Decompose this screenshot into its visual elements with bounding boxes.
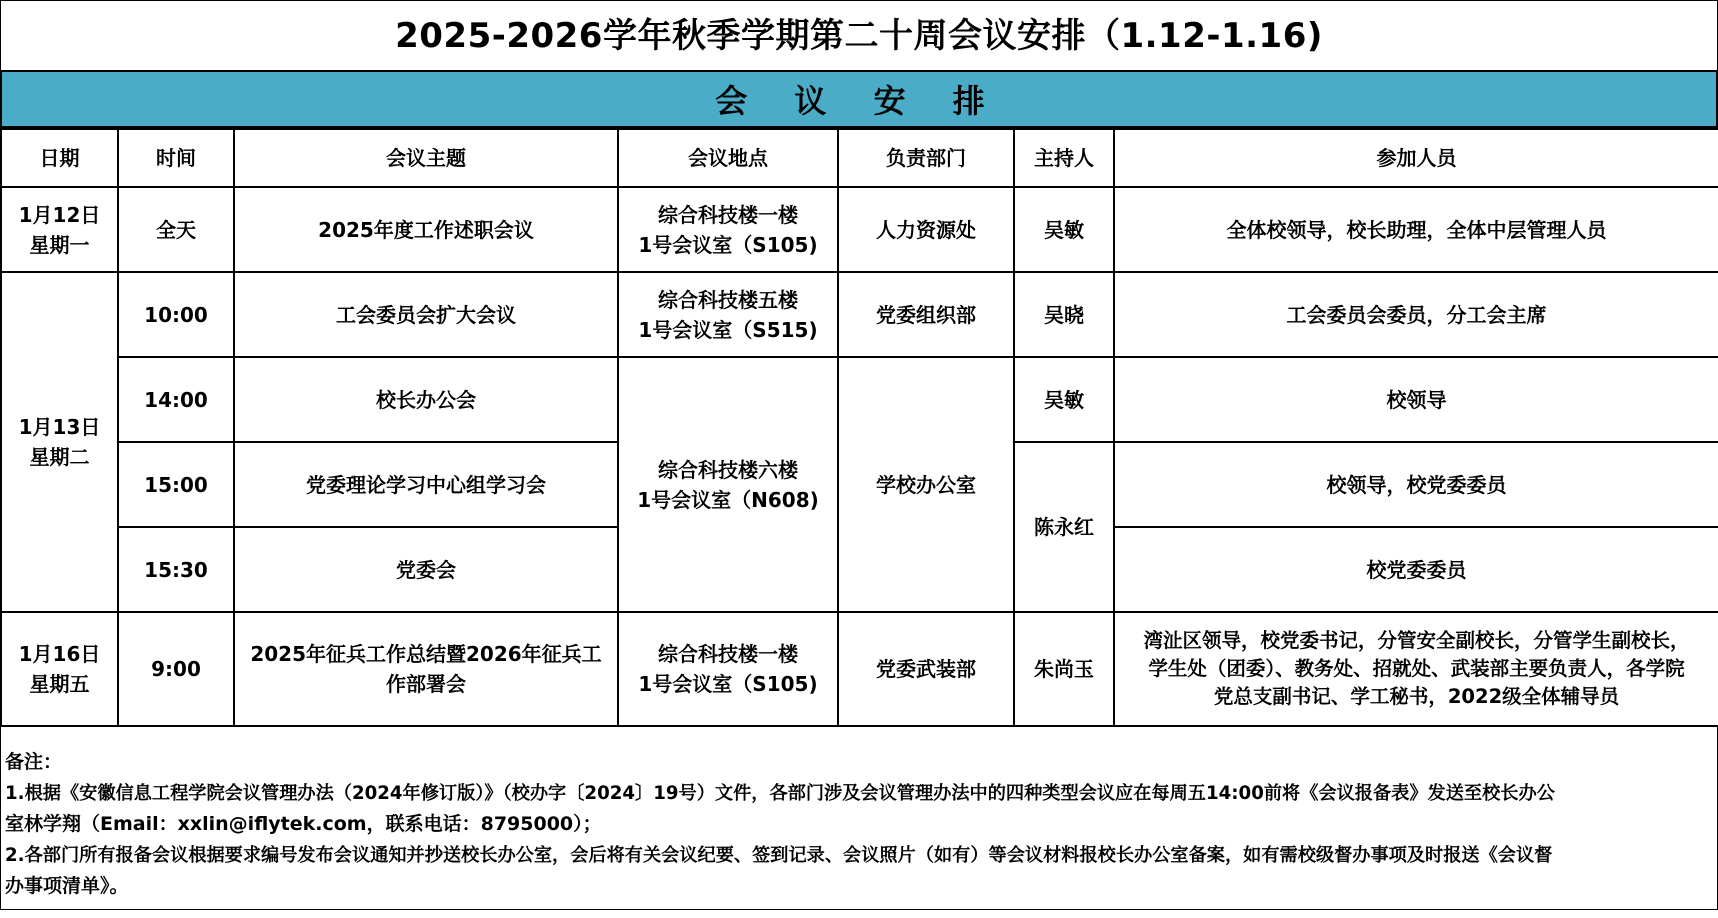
host-cell: 陈永红 <box>1014 442 1114 612</box>
notes-line: 2.各部门所有报备会议根据要求编号发布会议通知并抄送校长办公室，会后将有关会议纪要、签到记录、会议照片（如有）等会议材料报校长办公室备案，如有需校级督办事项及时报送《会议督 <box>5 845 1553 866</box>
participants-cell: 全体校领导，校长助理，全体中层管理人员 <box>1114 187 1718 272</box>
section-banner: 会 议 安 排 <box>0 70 1718 128</box>
table-row <box>1 357 1718 442</box>
host-cell: 吴晓 <box>1014 272 1114 357</box>
topic-line: 作部署会 <box>386 672 466 696</box>
time-cell: 15:00 <box>118 442 234 527</box>
location-building: 综合科技楼一楼 <box>658 642 798 666</box>
notes-line: 室林学翔（Email：xxlin@iflytek.com，联系电话：8795000）； <box>5 813 602 835</box>
participants-cell: 校领导 <box>1114 357 1718 442</box>
time-cell: 10:00 <box>118 272 234 357</box>
location-building: 综合科技楼一楼 <box>658 202 798 227</box>
participants-cell: 工会委员会委员，分工会主席 <box>1114 272 1718 357</box>
dept-cell: 学校办公室 <box>838 357 1014 612</box>
participants-line: 党总支副书记、学工秘书，2022级全体辅导员 <box>1213 685 1620 708</box>
location-room: 1号会议室（N608) <box>637 487 819 512</box>
topic-cell: 工会委员会扩大会议 <box>234 272 618 357</box>
header-time: 时间 <box>118 129 234 187</box>
topic-cell: 党委会 <box>234 527 618 612</box>
participants-line: 湾沚区领导，校党委书记，分管安全副校长，分管学生副校长， <box>1143 629 1690 652</box>
dept-cell: 人力资源处 <box>838 187 1014 272</box>
dept-cell: 党委组织部 <box>838 272 1014 357</box>
topic-cell: 党委理论学习中心组学习会 <box>234 442 618 527</box>
date-cell <box>1 187 118 272</box>
location-building: 综合科技楼六楼 <box>658 457 798 482</box>
dept-cell: 党委武装部 <box>838 612 1014 726</box>
time-cell: 15:30 <box>118 527 234 612</box>
table-row <box>1 187 1718 272</box>
time-cell: 全天 <box>118 187 234 272</box>
header-host: 主持人 <box>1014 129 1114 187</box>
location-cell <box>618 187 838 272</box>
topic-cell: 校长办公会 <box>234 357 618 442</box>
location-room: 1号会议室（S515) <box>638 317 818 342</box>
header-row <box>1 129 1718 187</box>
page-title: 2025-2026学年秋季学期第二十周会议安排（1.12-1.16) <box>0 0 1718 70</box>
header-topic: 会议主题 <box>234 129 618 187</box>
topic-line: 2025年征兵工作总结暨2026年征兵工 <box>250 642 602 666</box>
location-cell <box>618 612 838 726</box>
header-date: 日期 <box>1 129 118 187</box>
schedule-table <box>0 128 1718 727</box>
date-weekday: 星期一 <box>29 232 90 257</box>
header-dept: 负责部门 <box>838 129 1014 187</box>
participants-cell: 校领导，校党委委员 <box>1114 442 1718 527</box>
table-row <box>1 612 1718 726</box>
participants-cell: 校党委委员 <box>1114 527 1718 612</box>
location-room: 1号会议室（S105) <box>638 672 818 696</box>
notes-line: 1.根据《安徽信息工程学院会议管理办法（2024年修订版）》（校办字〔2024〕19号）文件，各部门涉及会议管理办法中的四种类型会议应在每周五14:00前将《会议报备表》发送至校长办公 <box>5 783 1555 804</box>
participants-line: 学生处（团委）、教务处、招就处、武装部主要负责人，各学院 <box>1148 657 1685 680</box>
date-cell <box>1 612 118 726</box>
topic-cell <box>234 612 618 726</box>
host-cell: 吴敏 <box>1014 187 1114 272</box>
time-cell: 14:00 <box>118 357 234 442</box>
date-day: 1月13日 <box>18 415 101 439</box>
date-cell <box>1 272 118 612</box>
date-day: 1月16日 <box>18 642 101 666</box>
host-cell: 朱尚玉 <box>1014 612 1114 726</box>
notes-heading: 备注： <box>5 751 63 773</box>
time-cell: 9:00 <box>118 612 234 726</box>
date-weekday: 星期二 <box>29 445 90 469</box>
location-building: 综合科技楼五楼 <box>658 287 798 312</box>
table-row <box>1 272 1718 357</box>
date-weekday: 星期五 <box>29 672 90 696</box>
notes-section <box>0 727 1718 910</box>
date-day: 1月12日 <box>18 202 101 227</box>
location-room: 1号会议室（S105) <box>638 232 818 257</box>
header-location: 会议地点 <box>618 129 838 187</box>
header-participants: 参加人员 <box>1114 129 1718 187</box>
participants-cell <box>1114 612 1718 726</box>
host-cell: 吴敏 <box>1014 357 1114 442</box>
location-cell <box>618 272 838 357</box>
notes-line: 办事项清单》。 <box>5 875 129 897</box>
topic-cell: 2025年度工作述职会议 <box>234 187 618 272</box>
location-cell <box>618 357 838 612</box>
